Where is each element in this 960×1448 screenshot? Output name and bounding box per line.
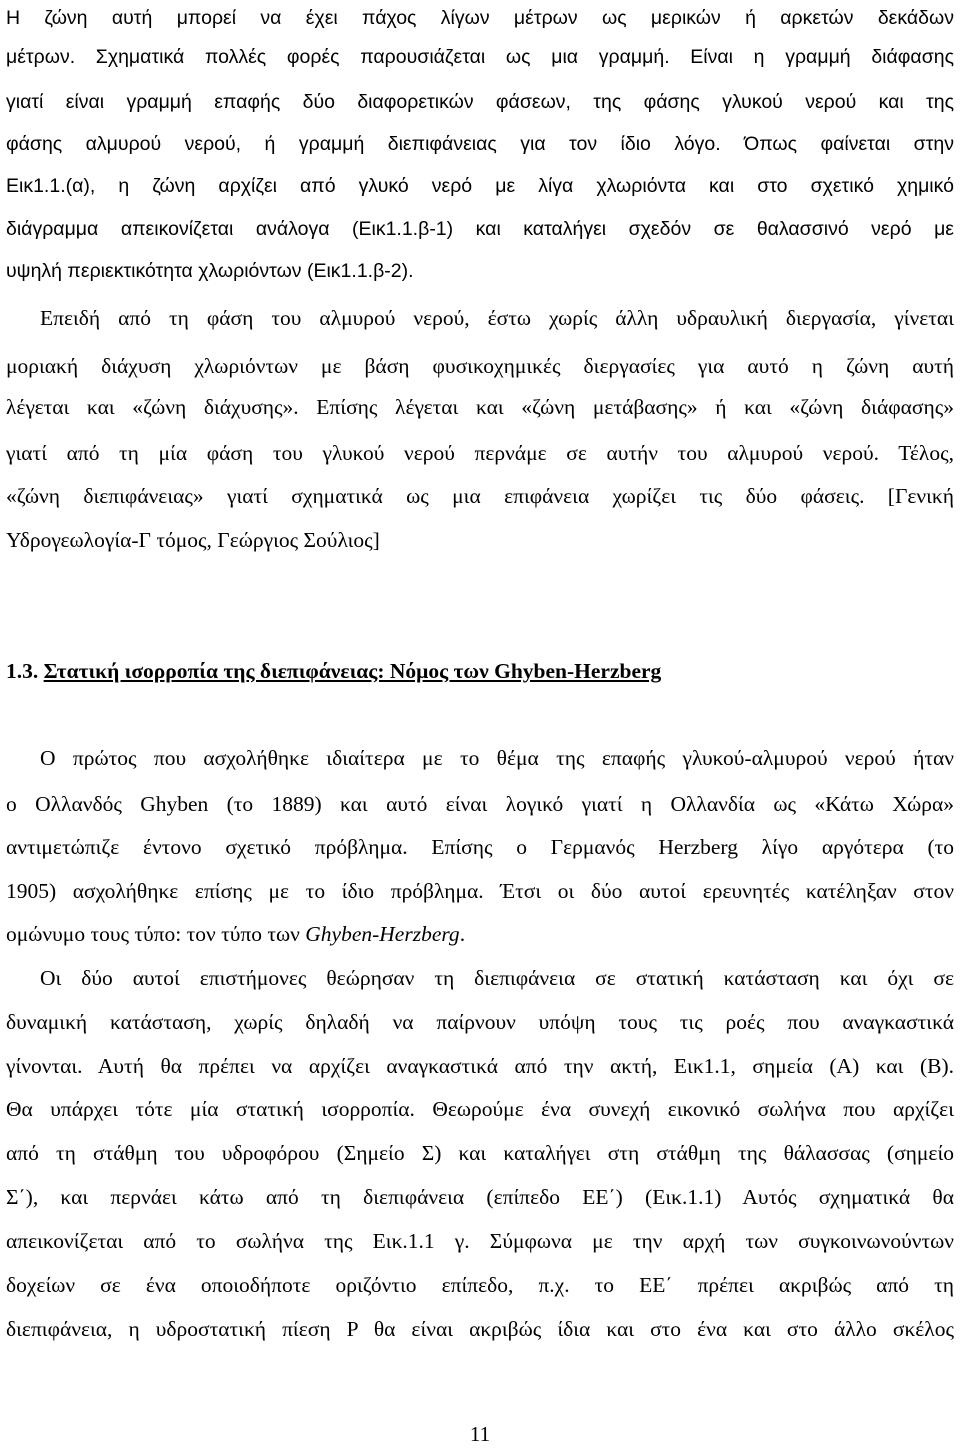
intro-line-4: φάσης αλμυρού νερού, ή γραμμή διεπιφάνειας για τον ίδιο λόγο. Όπως φαίνεται στην xyxy=(6,133,954,155)
theory-line-1: Οι δύο αυτοί επιστήμονες θεώρησαν τη διεπιφάνεια σε στατική κατάσταση και όχι σε xyxy=(40,966,954,990)
diffusion-line-6: Υδρογεωλογία-Γ τόμος, Γεώργιος Σούλιος] xyxy=(6,528,380,552)
diffusion-line-2: μοριακή διάχυση χλωριόντων με βάση φυσικοχημικές διεργασίες για αυτό η ζώνη αυτή xyxy=(6,354,954,378)
theory-line-2: δυναμική κατάσταση, χωρίς δηλαδή να παίρνουν υπόψη τους τις ροές που αναγκαστικά xyxy=(6,1010,954,1034)
history-line-2: ο Ολλανδός Ghyben (το 1889) και αυτό είναι λογικό γιατί η Ολλανδία ως «Κάτω Χώρα» xyxy=(6,792,954,816)
intro-line-1: Η ζώνη αυτή μπορεί να έχει πάχος λίγων μέτρων ως μερικών ή αρκετών δεκάδων xyxy=(6,7,954,29)
theory-line-6: Σ΄), και περνάει κάτω από τη διεπιφάνεια (επίπεδο ΕΕ΄) (Εικ.1.1) Αυτός σχηματικά θα xyxy=(6,1185,954,1209)
history-line-4: 1905) ασχολήθηκε επίσης με το ίδιο πρόβλημα. Έτσι οι δύο αυτοί ερευνητές κατέληξαν στον xyxy=(6,879,954,903)
intro-line-5: Εικ1.1.(α), η ζώνη αρχίζει από γλυκό νερό με λίγα χλωριόντα και στο σχετικό χημικό xyxy=(6,175,954,197)
diffusion-line-3: λέγεται και «ζώνη διάχυσης». Επίσης λέγεται και «ζώνη μετάβασης» ή και «ζώνη διάφασης» xyxy=(6,395,954,419)
intro-line-7: υψηλή περιεκτικότητα χλωριόντων (Εικ1.1.β-2). xyxy=(6,260,414,282)
theory-line-3: γίνονται. Αυτή θα πρέπει να αρχίζει αναγκαστικά από την ακτή, Εικ1.1, σημεία (Α) και (Β). xyxy=(6,1054,954,1078)
section-number: 1.3. xyxy=(6,659,39,683)
history-line-3: αντιμετώπιζε έντονο σχετικό πρόβλημα. Επίσης ο Γερμανός Herzberg λίγο αργότερα (το xyxy=(6,835,954,859)
section-heading xyxy=(6,655,954,687)
theory-line-8: δοχείων σε ένα οποιοδήποτε οριζόντιο επίπεδο, π.χ. το ΕΕ΄ πρέπει ακριβώς από τη xyxy=(6,1273,954,1297)
history-line-5 xyxy=(6,918,954,950)
theory-line-5: από τη στάθμη του υδροφόρου (Σημείο Σ) και καταλήγει στη στάθμη της θάλασσας (σημείο xyxy=(6,1141,954,1165)
theory-line-7: απεικονίζεται από το σωλήνα της Εικ.1.1 γ. Σύμφωνα με την αρχή των συγκοινωνούντων xyxy=(6,1229,954,1253)
theory-line-9: διεπιφάνεια, η υδροστατική πίεση P θα είναι ακριβώς ίδια και στο ένα και στο άλλο σκέλος xyxy=(6,1317,954,1341)
intro-line-3: γιατί είναι γραμμή επαφής δύο διαφορετικών φάσεων, της φάσης γλυκού νερού και της xyxy=(6,91,954,113)
theory-line-4: Θα υπάρχει τότε μία στατική ισορροπία. Θεωρούμε ένα συνεχή εικονικό σωλήνα που αρχίζει xyxy=(6,1097,954,1121)
diffusion-line-1: Επειδή από τη φάση του αλμυρού νερού, έστω χωρίς άλλη υδραυλική διεργασία, γίνεται xyxy=(40,306,954,330)
history-line-1: Ο πρώτος που ασχολήθηκε ιδιαίτερα με το θέμα της επαφής γλυκού-αλμυρού νερού ήταν xyxy=(40,746,954,770)
page-number: 11 xyxy=(469,1422,491,1446)
diffusion-line-4: γιατί από τη μία φάση του γλυκού νερού περνάμε σε αυτήν του αλμυρού νερού. Τέλος, xyxy=(6,441,954,465)
history-line-5-end: . xyxy=(459,922,466,946)
section-title: Στατική ισορροπία της διεπιφάνειας: Νόμος των Ghyben-Herzberg xyxy=(43,659,662,683)
intro-line-2: μέτρων. Σχηματικά πολλές φορές παρουσιάζεται ως μια γραμμή. Είναι η γραμμή διάφασης xyxy=(6,46,954,68)
diffusion-line-5: «ζώνη διεπιφάνειας» γιατί σχηματικά ως μια επιφάνεια χωρίζει τις δύο φάσεις. [Γενική xyxy=(6,484,954,508)
formula-name: Ghyben-Herzberg xyxy=(305,922,460,946)
history-line-5-text: ομώνυμο τους τύπο: τον τύπο των xyxy=(6,922,306,946)
intro-line-6: διάγραμμα απεικονίζεται ανάλογα (Εικ1.1.β-1) και καταλήγει σχεδόν σε θαλασσινό νερό με xyxy=(6,218,954,240)
